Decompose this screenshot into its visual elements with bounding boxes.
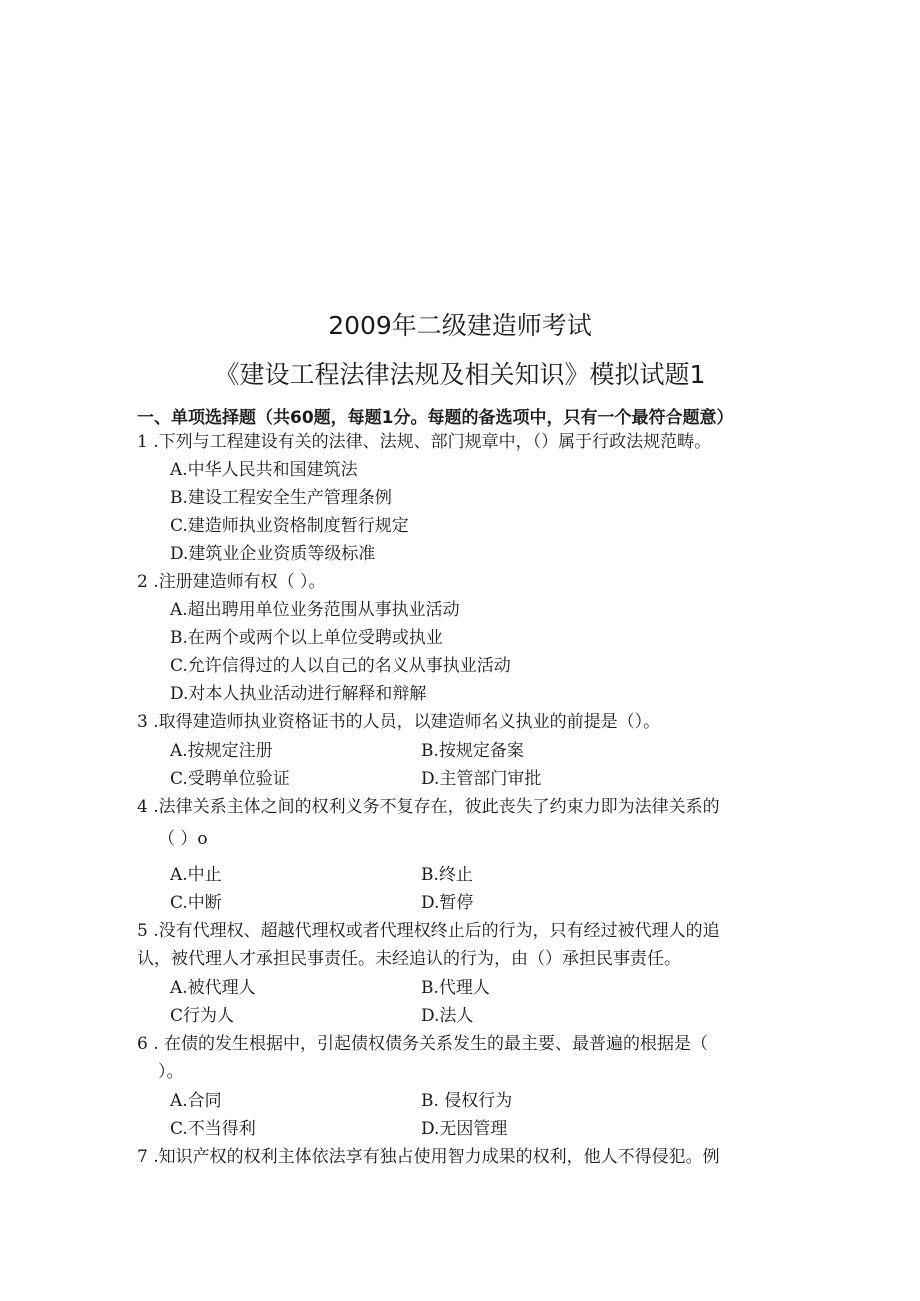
- section-heading: 一、单项选择题（共60题，每题1分。每题的备选项中，只有一个最符合题意）: [137, 408, 734, 428]
- q5-option-c: C行为人: [170, 1006, 235, 1026]
- question-6: 6 . 在债的发生根据中，引起债权债务关系发生的最主要、最普遍的根据是（: [137, 1034, 709, 1054]
- q5-option-b: B.代理人: [421, 978, 490, 998]
- question-7: 7 .知识产权的权利主体依法享有独占使用智力成果的权利，他人不得侵犯。例: [137, 1147, 720, 1167]
- q2-option-b: B.在两个或两个以上单位受聘或执业: [170, 628, 443, 648]
- q6-option-d: D.无因管理: [421, 1119, 508, 1139]
- q3-option-d: D.主管部门审批: [421, 769, 542, 789]
- question-2: 2 .注册建造师有权（ ）。: [137, 572, 326, 592]
- question-5-continued: 认，被代理人才承担民事责任。未经追认的行为，由（）承担民事责任。: [137, 949, 681, 969]
- q3-option-a: A.按规定注册: [170, 741, 273, 761]
- q2-option-a: A.超出聘用单位业务范围从事执业活动: [170, 600, 460, 620]
- q6-option-a: A.合同: [170, 1091, 222, 1111]
- q1-option-c: C.建造师执业资格制度暂行规定: [170, 516, 409, 536]
- q6-option-b: B. 侵权行为: [421, 1091, 513, 1111]
- question-4-continued: （ ）o: [158, 829, 208, 849]
- q5-option-d: D.法人: [421, 1006, 474, 1026]
- q2-option-c: C.允许信得过的人以自己的名义从事执业活动: [170, 656, 511, 676]
- q1-option-b: B.建设工程安全生产管理条例: [170, 488, 392, 508]
- question-4: 4 .法律关系主体之间的权利义务不复存在，彼此丧失了约束力即为法律关系的: [137, 797, 720, 817]
- document-subtitle: 《建设工程法律法规及相关知识》模拟试题1: [214, 360, 706, 389]
- q4-option-a: A.中止: [170, 865, 222, 885]
- q4-option-c: C.中断: [170, 893, 222, 913]
- question-3: 3 .取得建造师执业资格证书的人员，以建造师名义执业的前提是（）。: [137, 712, 661, 732]
- q4-option-d: D.暂停: [421, 893, 474, 913]
- document-title: 2009年二级建造师考试: [328, 311, 592, 340]
- q5-option-a: A.被代理人: [170, 978, 256, 998]
- q1-option-a: A.中华人民共和国建筑法: [170, 460, 358, 480]
- q6-option-c: C.不当得利: [170, 1119, 256, 1139]
- question-6-continued: ）。: [158, 1062, 184, 1082]
- q3-option-b: B.按规定备案: [421, 741, 524, 761]
- question-1: 1 .下列与工程建设有关的法律、法规、部门规章中，（）属于行政法规范畴。: [137, 432, 712, 452]
- question-5: 5 .没有代理权、超越代理权或者代理权终止后的行为，只有经过被代理人的追: [137, 921, 720, 941]
- q1-option-d: D.建筑业企业资质等级标准: [170, 544, 376, 564]
- q3-option-c: C.受聘单位验证: [170, 769, 290, 789]
- q4-option-b: B.终止: [421, 865, 473, 885]
- q2-option-d: D.对本人执业活动进行解释和辩解: [170, 684, 427, 704]
